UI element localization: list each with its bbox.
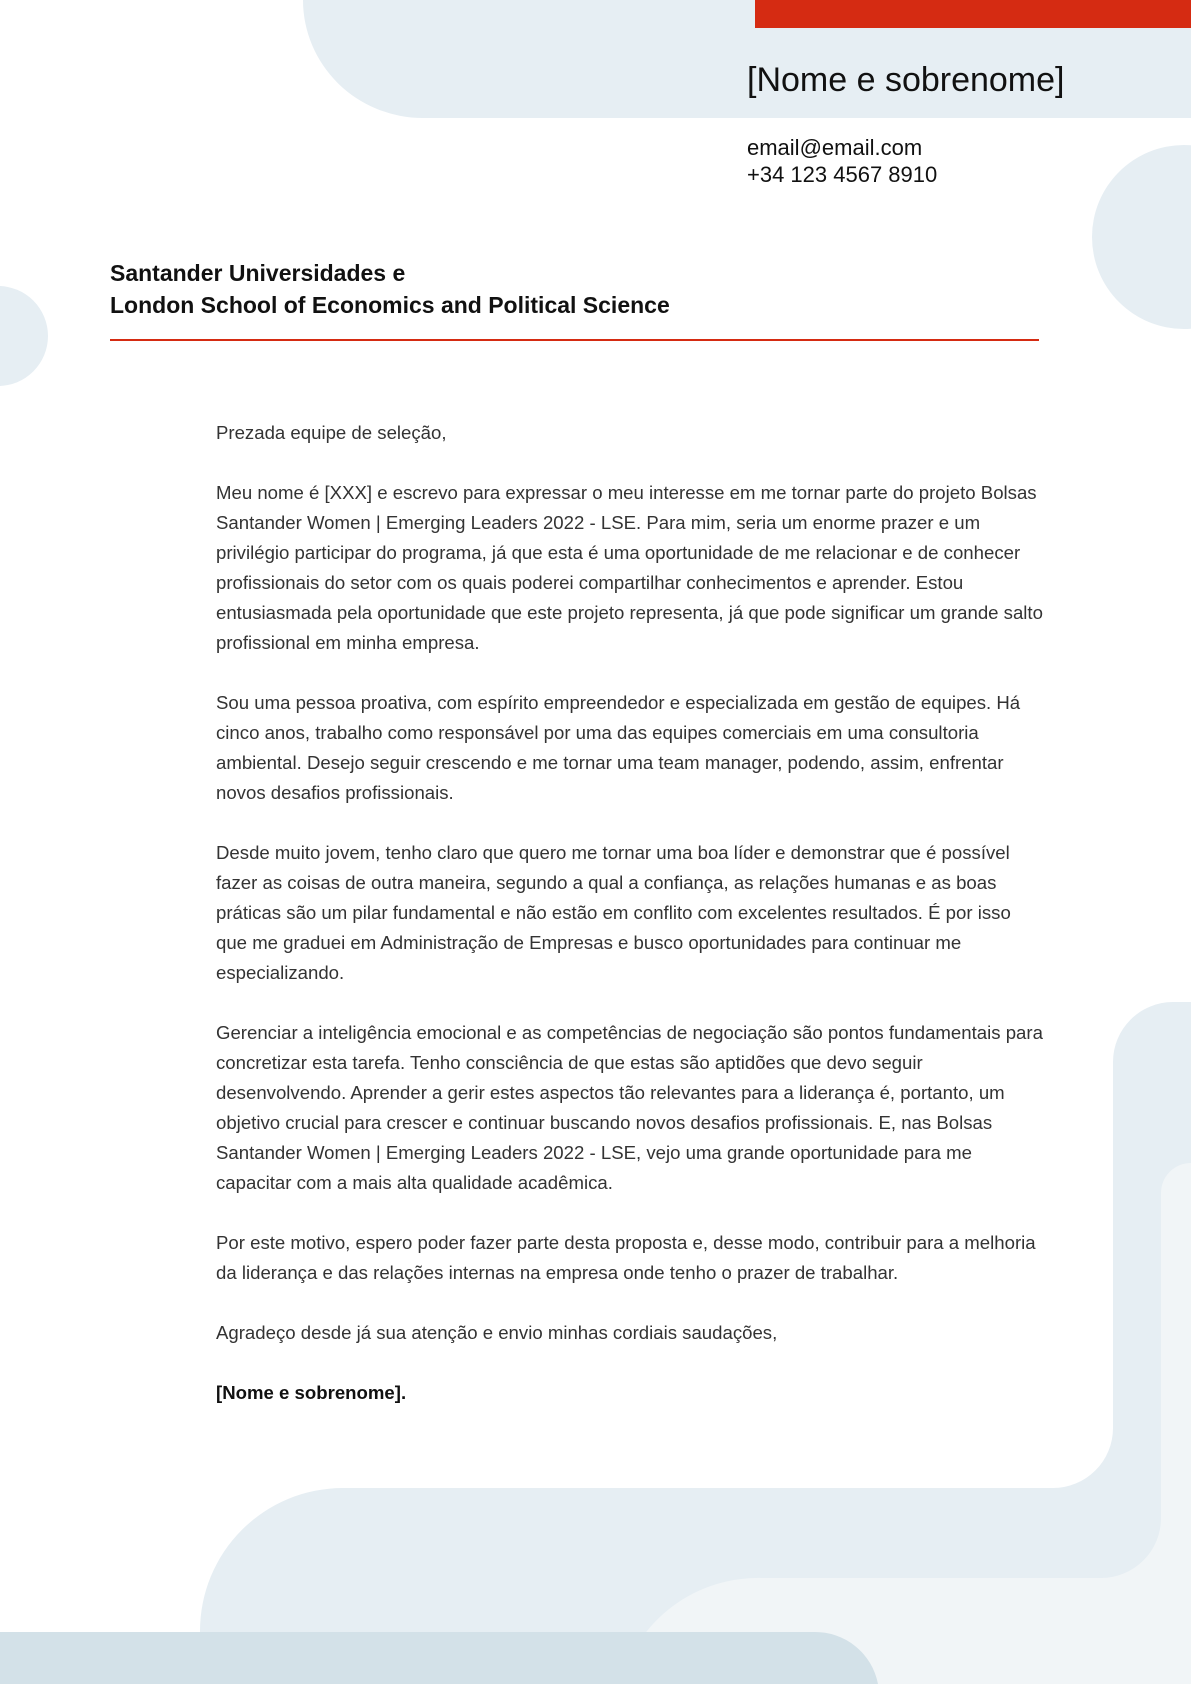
letter-paragraph-5: Por este motivo, espero poder fazer parte desta proposta e, desse modo, contribuir para a melhoria da liderança e das relações internas na empresa onde tenho o prazer de trabalhar. [216, 1232, 1036, 1283]
letter-paragraph-1: Meu nome é [XXX] e escrevo para expressar o meu interesse em me tornar parte do projeto Bolsas Santander Women | Emerging Leaders 2022 - LSE. Para mim, seria um enorme prazer e um privilégio participar do programa, já que esta é uma oportunidade de me relacionar e de conhecer profissionais do setor com os quais poderei compartilhar conhecimentos e aprender. Estou entusiasmada pela oportunidade que este projeto representa, já que pode significar um grande salto profissional em minha empresa. [216, 482, 1043, 653]
letter-body [216, 418, 1046, 1438]
recipient-block [110, 257, 670, 321]
letter-closing: Agradeço desde já sua atenção e envio minhas cordiais saudações, [216, 1322, 778, 1343]
recipient-line-2: London School of Economics and Political Science [110, 292, 670, 318]
right-half-circle-shape [1092, 145, 1191, 329]
accent-divider [110, 339, 1039, 341]
sender-phone: +34 123 4567 8910 [747, 162, 938, 187]
letter-paragraph-3: Desde muito jovem, tenho claro que quero me tornar uma boa líder e demonstrar que é possível fazer as coisas de outra maneira, segundo a qual a confiança, as relações humanas e as boas práticas são um pilar fundamental e não estão em conflito com excelentes resultados. É por isso que me graduei em Administração de Empresas e busco oportunidades para continuar me especializando. [216, 842, 1011, 983]
bottom-bar-shape [0, 1632, 878, 1684]
accent-top-bar [755, 0, 1191, 28]
left-half-circle-shape [0, 286, 48, 386]
sender-email: email@email.com [747, 135, 923, 160]
sender-name: [Nome e sobrenome] [747, 61, 1065, 99]
contact-info [747, 134, 937, 188]
recipient-line-1: Santander Universidades e [110, 260, 406, 286]
letter-paragraph-4: Gerenciar a inteligência emocional e as competências de negociação são pontos fundamentais para concretizar esta tarefa. Tenho consciência de que estas são aptidões que devo seguir desenvolvendo. Aprender a gerir estes aspectos tão relevantes para a liderança é, portanto, um objetivo crucial para crescer e continuar buscando novos desafios profissionais. E, nas Bolsas Santander Women | Emerging Leaders 2022 - LSE, vejo uma grande oportunidade para me capacitar com a mais alta qualidade acadêmica. [216, 1022, 1043, 1193]
letter-paragraph-2: Sou uma pessoa proativa, com espírito empreendedor e especializada em gestão de equipes. Há cinco anos, trabalho como responsável por uma das equipes comerciais em uma consultoria ambiental. Desejo seguir crescendo e me tornar uma team manager, podendo, assim, enfrentar novos desafios profissionais. [216, 692, 1021, 803]
letter-signature: [Nome e sobrenome]. [216, 1382, 407, 1403]
letter-greeting: Prezada equipe de seleção, [216, 422, 447, 443]
